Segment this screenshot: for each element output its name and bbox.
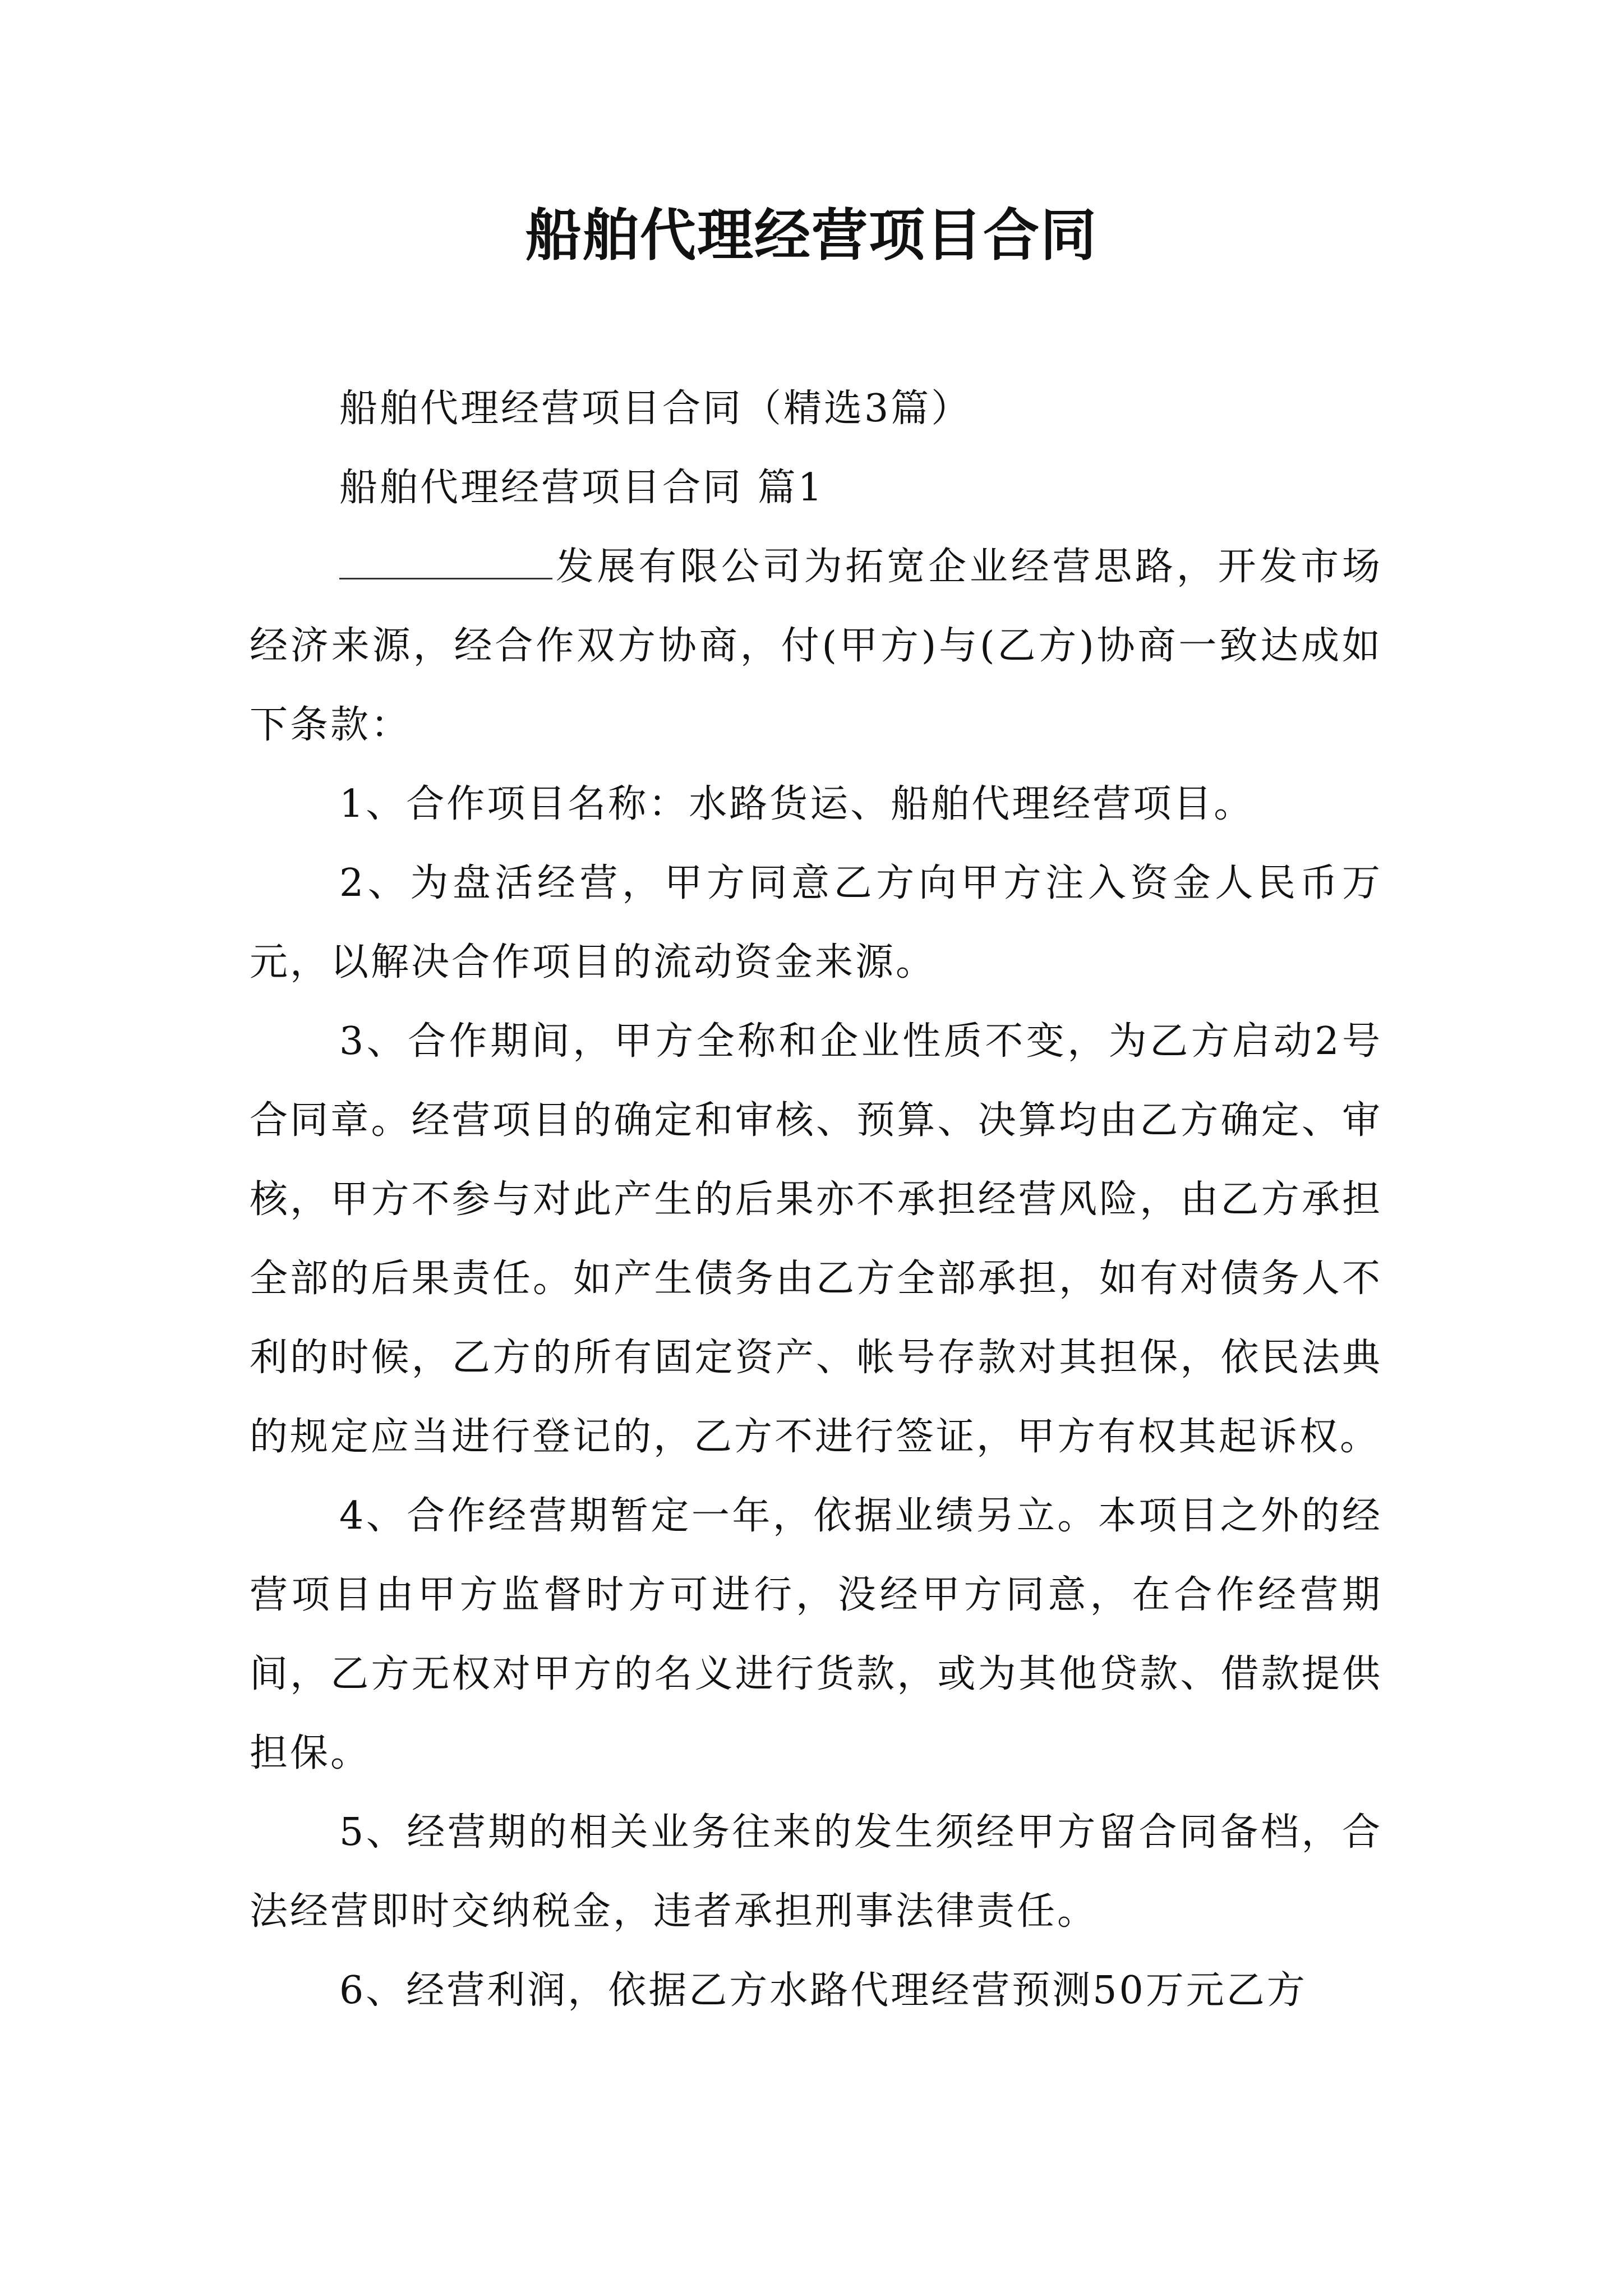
clause-5: 5、经营期的相关业务往来的发生须经甲方留合同备档，合法经营即时交纳税金，违者承担刑事法律责任。 [250, 1810, 1382, 1934]
company-name-blank [339, 544, 552, 579]
intro-text: 发展有限公司为拓宽企业经营思路，开发市场经济来源，经合作双方协商，付(甲方)与(乙方)协商一致达成如下条款： [250, 545, 1382, 747]
clause-1: 1、合作项目名称：水路货运、船舶代理经营项目。 [339, 782, 1255, 826]
subtitle: 船舶代理经营项目合同（精选3篇） [339, 386, 972, 431]
document-body [250, 369, 1382, 2030]
intro-paragraph [250, 527, 1382, 765]
clause-6: 6、经营利润，依据乙方水路代理经营预测50万元乙方 [339, 1968, 1307, 2013]
section-heading: 船舶代理经营项目合同 篇1 [339, 466, 824, 510]
clause-2: 2、为盘活经营，甲方同意乙方向甲方注入资金人民币万元，以解决合作项目的流动资金来源。 [250, 861, 1382, 984]
clause-3: 3、合作期间，甲方全称和企业性质不变，为乙方启动2号合同章。经营项目的确定和审核、预算、决算均由乙方确定、审核，甲方不参与对此产生的后果亦不承担经营风险，由乙方承担全部的后果责任。如产生债务由乙方全部承担，如有对债务人不利的时候，乙方的所有固定资产、帐号存款对其担保，依民法典的规定应当进行登记的，乙方不进行签证，甲方有权其起诉权。 [250, 1019, 1382, 1459]
clause-4: 4、合作经营期暂定一年，依据业绩另立。本项目之外的经营项目由甲方监督时方可进行，没经甲方同意，在合作经营期间，乙方无权对甲方的名义进行货款，或为其他贷款、借款提供担保。 [250, 1494, 1382, 1775]
document-title: 船舶代理经营项目合同 [525, 203, 1098, 268]
